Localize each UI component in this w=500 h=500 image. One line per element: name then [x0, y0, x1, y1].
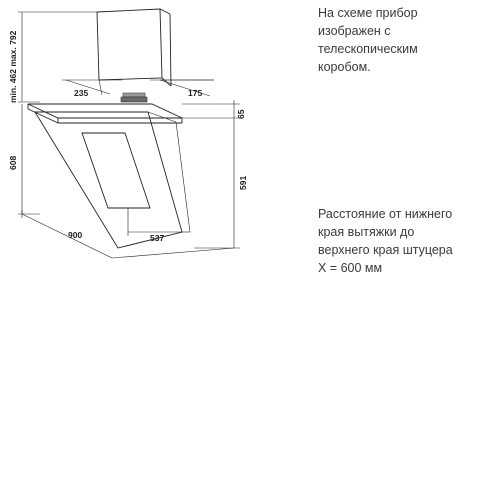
note-line: верхнего края штуцера: [318, 243, 453, 257]
note-line: телескопическим: [318, 42, 418, 56]
left-height-label: 608: [8, 155, 18, 170]
note-line: Расстояние от нижнего: [318, 207, 453, 221]
note-line: X = 600 мм: [318, 261, 383, 275]
inner-width-dimension: [128, 208, 182, 243]
note-line: края вытяжки до: [318, 225, 415, 239]
chimney: [97, 9, 171, 95]
panel-thickness-dimension: [182, 100, 246, 122]
hood-top-plate: [28, 104, 182, 123]
width-label: 900: [68, 230, 83, 240]
note-line: коробом.: [318, 60, 371, 74]
distance-note: [318, 205, 453, 277]
panel-thickness-label: 65: [236, 109, 246, 119]
right-height-label: 591: [238, 175, 248, 190]
note-line: изображен с: [318, 24, 391, 38]
left-height-dimension: [8, 104, 40, 214]
left-depth-label: 235: [74, 88, 89, 98]
right-height-dimension: [194, 122, 248, 248]
note-line: На схеме прибор: [318, 6, 418, 20]
glass-panel: [35, 112, 190, 248]
chimney-height-label: min. 462 max. 792: [8, 30, 18, 103]
duct-collar: [121, 93, 147, 102]
right-depth-label: 175: [188, 88, 203, 98]
telescopic-box-note: [318, 4, 418, 76]
inner-width-label: 537: [150, 233, 165, 243]
